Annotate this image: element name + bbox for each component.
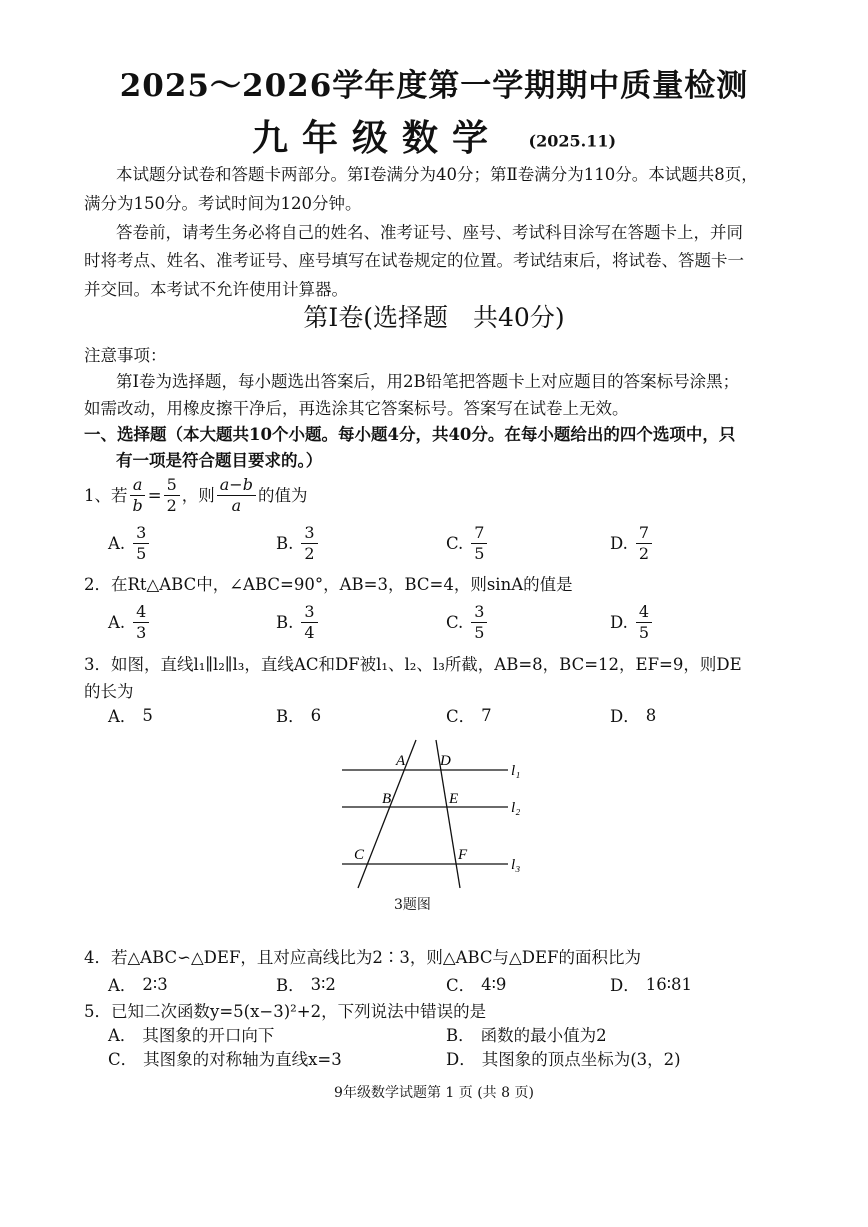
option-denominator: 3 — [136, 623, 147, 642]
q4-option-a — [108, 972, 168, 996]
option-label: B． — [446, 1026, 475, 1045]
q1-prefix: 1、若 — [84, 485, 128, 505]
q3-figure — [330, 735, 540, 895]
q2-option-d — [610, 602, 654, 643]
option-label: A． — [108, 1026, 137, 1045]
option-value: 其图象的对称轴为直线x=3 — [143, 1050, 342, 1069]
q1-f2-numerator: 5 — [164, 475, 180, 496]
option-numerator: 4 — [133, 602, 149, 623]
q1-equals: = — [147, 485, 162, 505]
option-label: C. — [446, 534, 464, 553]
line-l1-label: l₁ — [511, 763, 521, 779]
option-numerator: 7 — [471, 523, 487, 544]
option-denominator: 2 — [638, 544, 650, 563]
option-denominator: 5 — [638, 623, 650, 642]
option-label: A． — [108, 707, 137, 726]
q1-mid: ，则 — [181, 485, 215, 505]
question-5: 5．已知二次函数y=5(x−3)²+2，下列说法中错误的是 — [84, 1002, 487, 1021]
q5-option-d — [446, 1046, 681, 1070]
option-label: D. — [610, 534, 628, 553]
option-value: 5 — [142, 705, 153, 725]
option-label: B． — [276, 976, 305, 995]
option-numerator: 7 — [636, 523, 652, 544]
q2-option-c — [446, 602, 489, 643]
q1-fraction-2 — [164, 475, 180, 516]
point-d-label: D — [440, 753, 451, 769]
option-value: 其图象的开口向下 — [142, 1026, 275, 1045]
intro-line-4: 时将考点、姓名、准考证号、座号填写在试卷规定的位置。考试结束后，将试卷、答题卡一 — [84, 251, 744, 270]
option-label: C． — [446, 707, 476, 726]
intro-line-5: 并交回。本考试不允许使用计算器。 — [84, 280, 348, 299]
q4-option-b — [276, 972, 336, 996]
notice-line-1: 第Ⅰ卷为选择题，每小题选出答案后，用2B铅笔把答题卡上对应题目的答案标号涂黑； — [116, 372, 740, 391]
part-title-line-2: 有一项是符合题目要求的。） — [116, 451, 323, 470]
q1-f1-denominator: b — [132, 496, 143, 515]
option-value: 4∶9 — [481, 974, 507, 994]
option-label: A. — [108, 613, 126, 632]
option-label: B． — [276, 707, 305, 726]
q1-suffix: 的值为 — [257, 485, 308, 505]
option-numerator: 4 — [636, 602, 652, 623]
question-3-line-1: 3．如图，直线l₁∥l₂∥l₃，直线AC和DF被l₁、l₂、l₃所截，AB=8，BC=12，EF=9，则DE — [84, 655, 742, 674]
option-label: A． — [108, 976, 137, 995]
q3-option-d — [610, 703, 656, 727]
option-label: B. — [276, 534, 294, 553]
option-label: C． — [446, 976, 476, 995]
q1-f3-numerator: a−b — [217, 475, 256, 496]
q1-option-d — [610, 523, 654, 564]
option-label: D． — [610, 976, 640, 995]
q1-f1-numerator: a — [130, 475, 146, 496]
part-title-line-1: 一、选择题（本大题共10个小题。每小题4分，共40分。在每小题给出的四个选项中，只 — [84, 425, 736, 444]
option-value: 8 — [645, 705, 657, 725]
option-numerator: 3 — [301, 602, 317, 623]
q3-option-a — [108, 703, 153, 727]
point-f-label: F — [458, 847, 468, 863]
q2-option-b — [276, 602, 320, 643]
option-value: 函数的最小值为2 — [480, 1026, 607, 1045]
option-label: C. — [446, 613, 464, 632]
option-denominator: 2 — [304, 544, 315, 563]
q3-option-b — [276, 703, 321, 727]
option-label: D． — [610, 707, 640, 726]
option-numerator: 3 — [301, 523, 317, 544]
q1-option-a — [108, 523, 151, 564]
intro-line-1: 本试题分试卷和答题卡两部分。第Ⅰ卷满分为40分；第Ⅱ卷满分为110分。本试题共8页， — [116, 165, 758, 184]
point-b-label: B — [382, 791, 392, 807]
option-numerator: 3 — [471, 602, 487, 623]
subject-name: 九年级数学 — [251, 117, 502, 159]
question-1 — [84, 475, 307, 516]
option-label: B. — [276, 613, 294, 632]
subject-title — [0, 110, 868, 161]
point-a-label: A — [396, 753, 406, 769]
q1-fraction-3 — [217, 475, 256, 516]
option-denominator: 4 — [304, 623, 315, 642]
line-l2-label: l₂ — [511, 800, 521, 816]
q5-option-c — [108, 1046, 342, 1070]
question-3-line-2: 的长为 — [84, 682, 134, 701]
q1-option-b — [276, 523, 320, 564]
point-c-label: C — [354, 847, 365, 863]
intro-line-3: 答卷前，请考生务必将自己的姓名、准考证号、座号、考试科目涂写在答题卡上，并同 — [116, 223, 743, 242]
option-denominator: 5 — [474, 623, 485, 642]
point-e-label: E — [449, 791, 459, 807]
notice-label: 注意事项： — [84, 346, 167, 365]
option-value: 7 — [481, 705, 492, 725]
option-label: C． — [108, 1050, 138, 1069]
option-denominator: 5 — [136, 544, 147, 563]
line-l3-label: l₃ — [511, 857, 521, 873]
option-value: 16∶81 — [645, 974, 693, 994]
q5-option-a — [108, 1022, 274, 1046]
q1-option-c — [446, 523, 489, 564]
option-label: D. — [610, 613, 628, 632]
q3-figure-caption: 3题图 — [394, 897, 431, 913]
page-footer: 9年级数学试题第 1 页 (共 8 页) — [334, 1085, 534, 1101]
exam-title: 2025～2026学年度第一学期期中质量检测 — [119, 68, 749, 104]
line-ac — [358, 740, 416, 888]
q3-option-c — [446, 703, 492, 727]
intro-line-2: 满分为150分。考试时间为120分钟。 — [84, 194, 362, 213]
question-2: 2．在Rt△ABC中，∠ABC=90°，AB=3，BC=4，则sinA的值是 — [84, 575, 573, 594]
q1-f3-denominator: a — [231, 496, 242, 515]
option-value: 其图象的顶点坐标为(3，2) — [481, 1050, 681, 1069]
option-value: 6 — [310, 705, 322, 725]
q1-f2-denominator: 2 — [166, 496, 177, 515]
section-title: 第Ⅰ卷(选择题 共40分) — [303, 303, 565, 332]
option-numerator: 3 — [133, 523, 149, 544]
notice-line-2: 如需改动，用橡皮擦干净后，再选涂其它答案标号。答案写在试卷上无效。 — [84, 399, 629, 418]
q2-option-a — [108, 602, 151, 643]
option-label: A. — [108, 534, 126, 553]
q4-option-d — [610, 972, 692, 996]
q4-option-c — [446, 972, 506, 996]
option-label: D． — [446, 1050, 476, 1069]
question-4: 4．若△ABC∽△DEF，且对应高线比为2∶3，则△ABC与△DEF的面积比为 — [84, 948, 641, 967]
option-value: 3∶2 — [310, 974, 336, 994]
option-denominator: 5 — [474, 544, 485, 563]
q1-fraction-1 — [130, 475, 146, 516]
option-value: 2∶3 — [142, 974, 168, 994]
exam-date: (2025.11) — [528, 131, 617, 151]
q5-option-b — [446, 1022, 607, 1046]
